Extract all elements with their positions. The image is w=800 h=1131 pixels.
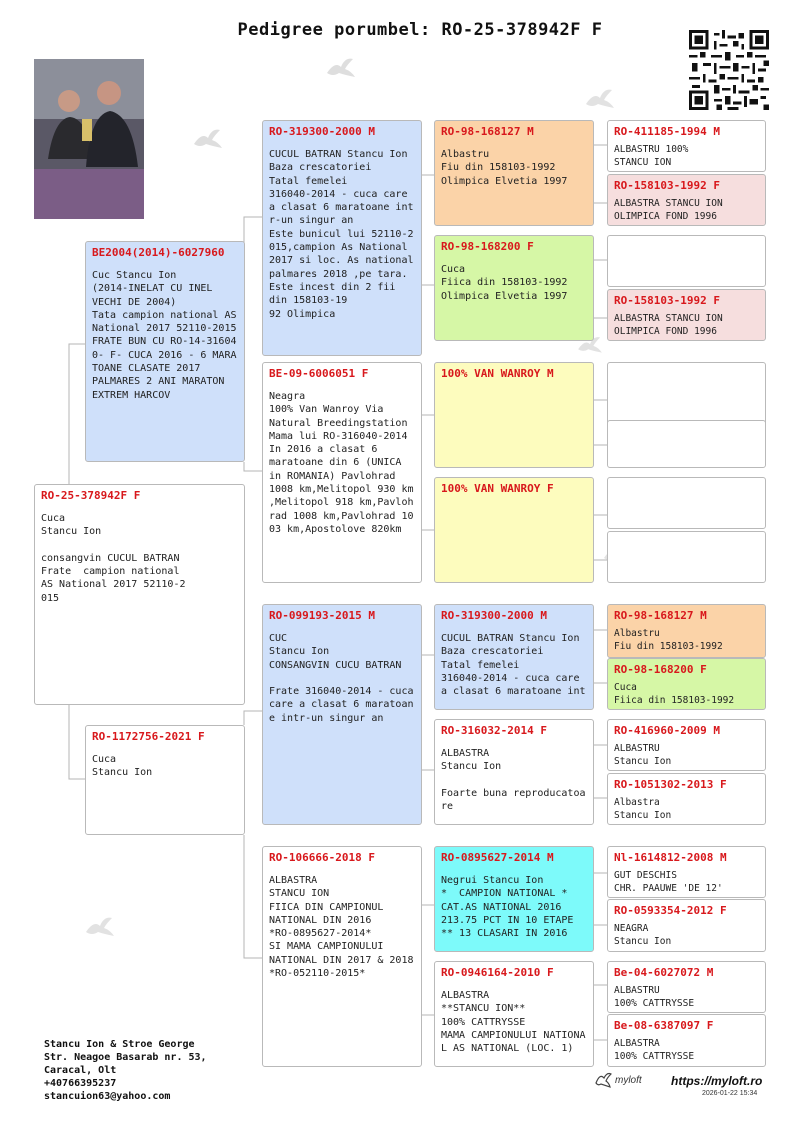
pigeon-description: Cuca Stancu Ion consangvin CUCUL BATRAN Frate campion national AS National 2017 52110-2 015 [41,513,186,604]
ring-number: RO-98-168127 M [614,609,707,622]
pedigree-card-g4[interactable] [607,289,766,341]
pigeon-description: ALBASTRA Stancu Ion Foarte buna reproducatoa re [441,748,586,813]
pedigree-card-ds[interactable] [262,604,422,825]
pedigree-card-dam[interactable] [85,725,245,835]
pigeon-description: CUCUL BATRAN Stancu Ion Baza crescatoriei Tatal femelei 316040-2014 - cuca care a clasat 6 maratoane int [441,633,586,698]
pedigree-card-g4[interactable] [607,1014,766,1067]
ring-number: RO-98-168200 F [614,663,707,676]
logo-text: myloft [615,1074,642,1086]
pedigree-card-sdd[interactable] [434,477,594,583]
ring-number: RO-319300-2000 M [441,609,547,622]
page-title: Pedigree porumbel: RO-25-378942F F [237,20,603,40]
pedigree-card-sd[interactable] [262,362,422,583]
myloft-logo[interactable] [594,1071,642,1089]
ring-number: RO-1172756-2021 F [92,730,205,743]
pigeon-description: Cuca Stancu Ion [92,754,153,779]
pedigree-card-sss[interactable] [434,120,594,226]
pedigree-card-g4[interactable] [607,961,766,1013]
pedigree-card-g4[interactable] [607,120,766,172]
pigeon-description: ALBASTRU 100% CATTRYSSE [614,985,695,1009]
breeder-phone: +40766395237 [44,1078,117,1089]
ring-number: RO-98-168127 M [441,125,534,138]
pigeon-description: GUT DESCHIS CHR. PAAUWE 'DE 12' [614,870,723,894]
pedigree-card-ss[interactable] [262,120,422,356]
dove-icon [582,86,618,112]
pedigree-card-g4[interactable] [607,604,766,658]
pedigree-card-sds[interactable] [434,362,594,468]
pedigree-card-g4[interactable] [607,174,766,226]
breeder-address: Str. Neagoe Basarab nr. 53, [44,1052,207,1063]
generated-timestamp: 2026-01-22 15:34 [702,1090,758,1097]
ring-number: RO-1051302-2013 F [614,778,727,791]
pigeon-description: Cuca Fiica din 158103-1992 Olimpica Elvetia 1997 [441,264,568,302]
ring-number: RO-099193-2015 M [269,609,375,622]
ring-number: RO-0895627-2014 M [441,851,554,864]
pedigree-card-subject[interactable] [34,484,245,705]
ring-number: Nl-1614812-2008 M [614,851,727,864]
qr-code-icon[interactable] [689,30,769,110]
pigeon-description: Cuc Stancu Ion (2014-INELAT CU INEL VECHI DE 2004) Tata campion national AS National 2017 52110-2015 FRATE BUN CU RO-14-31604 0- F- CUCA 2016 - 6 MARA TOANE CLASATE 2017 PALMARES 2 ANI MARATON EXTREM HARCOV [92,270,237,401]
ring-number: RO-106666-2018 F [269,851,375,864]
ring-number: RO-158103-1992 F [614,179,720,192]
ring-number: 100% VAN WANROY F [441,482,554,495]
dove-icon [192,125,224,153]
breeder-name: Stancu Ion & Stroe George [44,1039,195,1050]
pedigree-card-g4[interactable] [607,773,766,825]
pedigree-card-g4[interactable] [607,235,766,287]
pedigree-card-g4[interactable] [607,477,766,529]
pigeon-description: ALBASTRA 100% CATTRYSSE [614,1038,695,1062]
pedigree-card-dd[interactable] [262,846,422,1067]
pedigree-card-g4[interactable] [607,531,766,583]
ring-number: 100% VAN WANROY M [441,367,554,380]
pedigree-card-ssd[interactable] [434,235,594,341]
pedigree-card-sire[interactable] [85,241,245,462]
ring-number: RO-158103-1992 F [614,294,720,307]
pigeon-description: NEAGRA Stancu Ion [614,923,672,947]
pedigree-card-g4[interactable] [607,899,766,952]
breeder-contact [44,1038,207,1103]
pigeon-description: ALBASTRA **STANCU ION** 100% CATTRYSSE MAMA CAMPIONULUI NATIONA L AS NATIONAL (LOC. 1) [441,990,586,1055]
ring-number: BE-09-6006051 F [269,367,369,380]
pedigree-card-g4[interactable] [607,846,766,898]
owner-photo [34,59,144,219]
ring-number: RO-319300-2000 M [269,125,375,138]
pigeon-description: CUC Stancu Ion CONSANGVIN CUCU BATRAN Frate 316040-2014 - cuca care a clasat 6 maratoan e intr-un singur an [269,633,414,724]
ring-number: Be-08-6387097 F [614,1019,714,1032]
pedigree-card-dss[interactable] [434,604,594,710]
pedigree-card-ddd[interactable] [434,961,594,1067]
pigeon-description: ALBASTRA STANCU ION FIICA DIN CAMPIONUL NATIONAL DIN 2016 *RO-0895627-2014* SI MAMA CAMPIONULUI NATIONAL DIN 2017 & 2018 *RO-052110-2015* [269,875,414,980]
ring-number: Be-04-6027072 M [614,966,714,979]
ring-number: RO-98-168200 F [441,240,534,253]
pigeon-description: CUCUL BATRAN Stancu Ion Baza crescatoriei Tatal femelei 316040-2014 - cuca care a clasat 6 maratoane int r-un singur an Este bunicul lui 52110-2 015,campion As National 2017 si loc. As national palmares 2018 ,pe tara. Este incest din 2 fii din 158103-19 92 Olimpica [269,149,414,320]
ring-number: RO-316032-2014 F [441,724,547,737]
ring-number: RO-416960-2009 M [614,724,720,737]
ring-number: BE2004(2014)-6027960 [92,246,225,259]
pigeon-description: Cuca Fiica din 158103-1992 [614,682,735,706]
dove-icon [84,914,116,940]
pigeon-description: ALBASTRU 100% STANCU ION [614,144,689,168]
pigeon-description: Albastra Stancu Ion [614,797,672,821]
ring-number: RO-0593354-2012 F [614,904,727,917]
pigeon-description: ALBASTRA STANCU ION OLIMPICA FOND 1996 [614,198,723,222]
pedigree-card-dsd[interactable] [434,719,594,825]
breeder-email: stancuion63@yahoo.com [44,1091,171,1102]
pigeon-description: ALBASTRA STANCU ION OLIMPICA FOND 1996 [614,313,723,337]
pedigree-card-g4[interactable] [607,420,766,468]
ring-number: RO-25-378942F F [41,489,141,502]
pigeon-logo-icon [594,1071,612,1089]
pigeon-description: Albastru Fiu din 158103-1992 [614,628,723,652]
ring-number: RO-411185-1994 M [614,125,720,138]
pigeon-description: Neagra 100% Van Wanroy Via Natural Breedingstation Mama lui RO-316040-2014 In 2016 a clasat 6 maratoane din 6 (UNICA in ROMANIA) Pavlohrad 1008 km,Melitopol 930 km ,Melitopol 918 km,Pavloh rad 1008 km,Pavlohrad 10 03 km,Apostolove 820km [269,391,414,535]
pigeon-description: Negrui Stancu Ion * CAMPION NATIONAL * CAT.AS NATIONAL 2016 213.75 PCT IN 10 ETAPE ** 13 CLASARI IN 2016 [441,875,574,940]
dove-icon [325,55,357,81]
breeder-city: Caracal, Olt [44,1065,117,1076]
pedigree-card-g4[interactable] [607,719,766,771]
pedigree-card-g4[interactable] [607,658,766,710]
pigeon-description: Albastru Fiu din 158103-1992 Olimpica Elvetia 1997 [441,149,568,187]
pigeon-description: ALBASTRU Stancu Ion [614,743,672,767]
ring-number: RO-0946164-2010 F [441,966,554,979]
website-link[interactable]: https://myloft.ro [671,1074,763,1088]
pedigree-card-dds[interactable] [434,846,594,952]
